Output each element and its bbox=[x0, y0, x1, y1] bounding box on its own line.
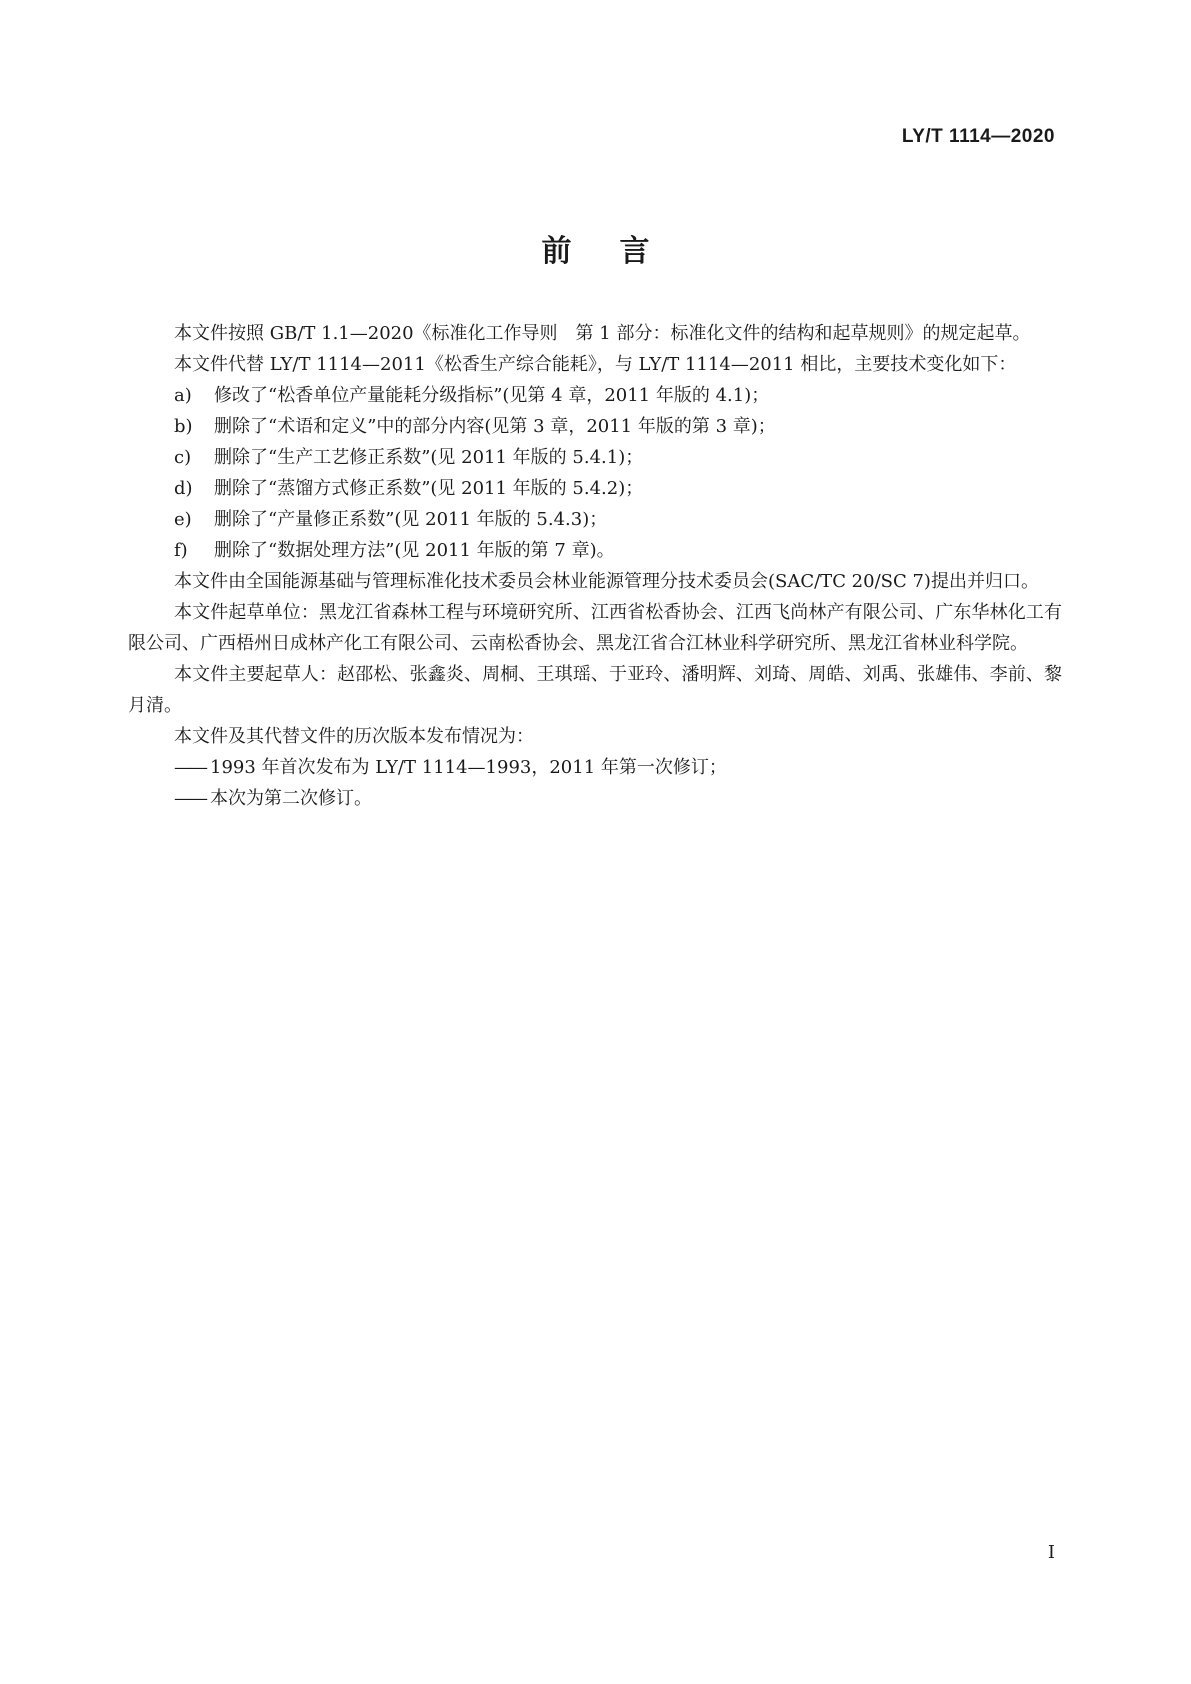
history-item bbox=[128, 783, 1062, 814]
page-title: 前言 bbox=[541, 234, 698, 269]
history-dash: —— bbox=[174, 757, 206, 778]
list-item bbox=[128, 473, 1062, 504]
list-item bbox=[128, 411, 1062, 442]
list-marker: b) bbox=[174, 416, 193, 437]
paragraph-replacement: 本文件代替 LY/T 1114—2011《松香生产综合能耗》，与 LY/T 1114—2011 相比，主要技术变化如下： bbox=[174, 354, 1017, 375]
history-text: 本次为第二次修订。 bbox=[210, 788, 372, 809]
list-text: 删除了“数据处理方法”(见 2011 年版的第 7 章)。 bbox=[214, 540, 615, 561]
paragraph-proposer: 本文件由全国能源基础与管理标准化技术委员会林业能源管理分技术委员会(SAC/TC 20/SC 7)提出并归口。 bbox=[174, 571, 1039, 592]
foreword-body bbox=[128, 318, 1062, 814]
list-text: 删除了“蒸馏方式修正系数”(见 2011 年版的 5.4.2)； bbox=[214, 478, 644, 499]
document-code: LY/T 1114—2020 bbox=[901, 126, 1055, 147]
list-marker: c) bbox=[174, 447, 192, 468]
list-marker: d) bbox=[174, 478, 193, 499]
history-dash: —— bbox=[174, 788, 206, 809]
paragraph-drafting-basis: 本文件按照 GB/T 1.1—2020《标准化工作导则 第 1 部分：标准化文件的结构和起草规则》的规定起草。 bbox=[174, 323, 1031, 344]
paragraph-history-intro: 本文件及其代替文件的历次版本发布情况为： bbox=[174, 726, 534, 747]
list-text: 删除了“生产工艺修正系数”(见 2011 年版的 5.4.1)； bbox=[214, 447, 644, 468]
list-item bbox=[128, 442, 1062, 473]
list-marker: e) bbox=[174, 509, 192, 530]
paragraph-drafting-units: 本文件起草单位：黑龙江省森林工程与环境研究所、江西省松香协会、江西飞尚林产有限公司、广东华林化工有限公司、广西梧州日成林产化工有限公司、云南松香协会、黑龙江省合江林业科学研究所、黑龙江省林业科学院。 bbox=[128, 602, 1062, 654]
list-marker: a) bbox=[174, 385, 192, 406]
page-number: I bbox=[1047, 1542, 1055, 1563]
list-text: 删除了“术语和定义”中的部分内容(见第 3 章，2011 年版的第 3 章)； bbox=[214, 416, 776, 437]
history-text: 1993 年首次发布为 LY/T 1114—1993，2011 年第一次修订； bbox=[210, 757, 727, 778]
list-item bbox=[128, 380, 1062, 411]
list-marker: f) bbox=[174, 540, 188, 561]
list-text: 修改了“松香单位产量能耗分级指标”(见第 4 章，2011 年版的 4.1)； bbox=[214, 385, 770, 406]
history-item bbox=[128, 752, 1062, 783]
list-item bbox=[128, 535, 1062, 566]
list-text: 删除了“产量修正系数”(见 2011 年版的 5.4.3)； bbox=[214, 509, 608, 530]
list-item bbox=[128, 504, 1062, 535]
paragraph-drafters: 本文件主要起草人：赵邵松、张鑫炎、周桐、王琪瑶、于亚玲、潘明辉、刘琦、周皓、刘禹、张雄伟、李前、黎月清。 bbox=[128, 664, 1062, 716]
